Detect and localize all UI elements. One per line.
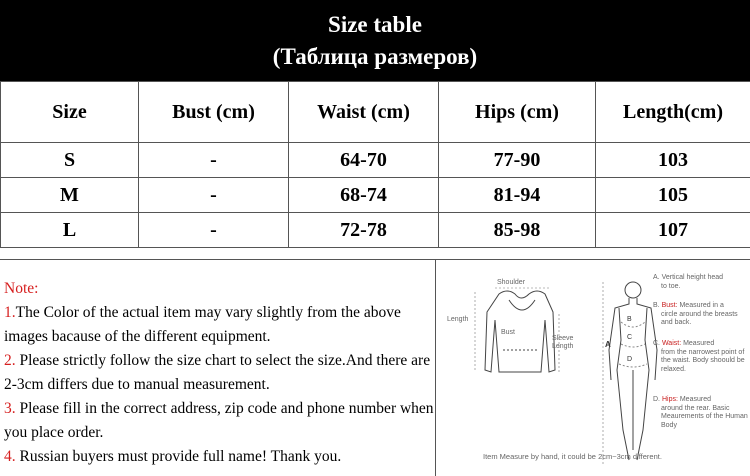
table-row [1, 178, 750, 213]
body-label-a: A [605, 340, 611, 349]
body-drawing [609, 282, 657, 460]
figure-caption: Item Measure by hand, it could be 2cm~3cm different. [483, 452, 662, 461]
header-cell: Hips (cm) [439, 82, 596, 143]
table-cell: 107 [596, 213, 750, 248]
note-item: 2. Please strictly follow the size chart to select the size.And there are 2-3cm differs due to manual measurement. [4, 349, 435, 397]
table-cell: 103 [596, 143, 750, 178]
size-table-header [0, 0, 750, 81]
title: Size table [328, 9, 422, 41]
note-item: 1.The Color of the actual item may vary slightly from the above images bacause of the different equipment. [4, 301, 435, 349]
legend-c: C. Waist: Measured from the narrowest point of the waist. Body shoould be relaxed. [653, 340, 748, 374]
table-header-row [1, 82, 750, 143]
table-cell: L [1, 213, 139, 248]
body-label-b: B [627, 316, 632, 323]
table-cell: M [1, 178, 139, 213]
table-cell: 81-94 [439, 178, 596, 213]
sleeve-length-label: Length [552, 343, 573, 350]
bust-label: Bust [501, 329, 515, 336]
table-cell: 72-78 [289, 213, 439, 248]
legend-a: A. Vertical height head to toe. [653, 274, 723, 291]
measurement-illustration [437, 260, 750, 476]
table-cell: 77-90 [439, 143, 596, 178]
header-cell: Size [1, 82, 139, 143]
notes-title: Note: [4, 280, 38, 297]
legend-d: D. Hips: Measured around the rear. Basic Meaurements of the Human Body [653, 396, 748, 430]
table-cell: S [1, 143, 139, 178]
header-cell: Waist (cm) [289, 82, 439, 143]
table-row [1, 143, 750, 178]
bottom-section [0, 259, 750, 476]
size-table [0, 81, 750, 248]
length-label: Length [447, 316, 468, 323]
note-item: 4. Russian buyers must provide full name! Thank you. [4, 445, 435, 469]
table-cell: 68-74 [289, 178, 439, 213]
table-cell: 85-98 [439, 213, 596, 248]
table-cell: - [139, 178, 289, 213]
note-item: 3. Please fill in the correct address, zip code and phone number when you place order. [4, 397, 435, 445]
table-cell: 105 [596, 178, 750, 213]
table-row [1, 213, 750, 248]
shirt-drawing [485, 291, 555, 372]
notes-panel [0, 260, 436, 476]
subtitle: (Таблица размеров) [273, 41, 477, 73]
table-cell: - [139, 143, 289, 178]
body-label-d: D [627, 356, 632, 363]
table-cell: 64-70 [289, 143, 439, 178]
sleeve-label: Sleeve [552, 335, 573, 342]
body-label-c: C [627, 334, 632, 341]
table-cell: - [139, 213, 289, 248]
legend-b: B. Bust: Measured in a circle around the breasts and back. [653, 302, 748, 328]
header-cell: Bust (cm) [139, 82, 289, 143]
header-cell: Length(cm) [596, 82, 750, 143]
shoulder-label: Shoulder [497, 279, 525, 286]
